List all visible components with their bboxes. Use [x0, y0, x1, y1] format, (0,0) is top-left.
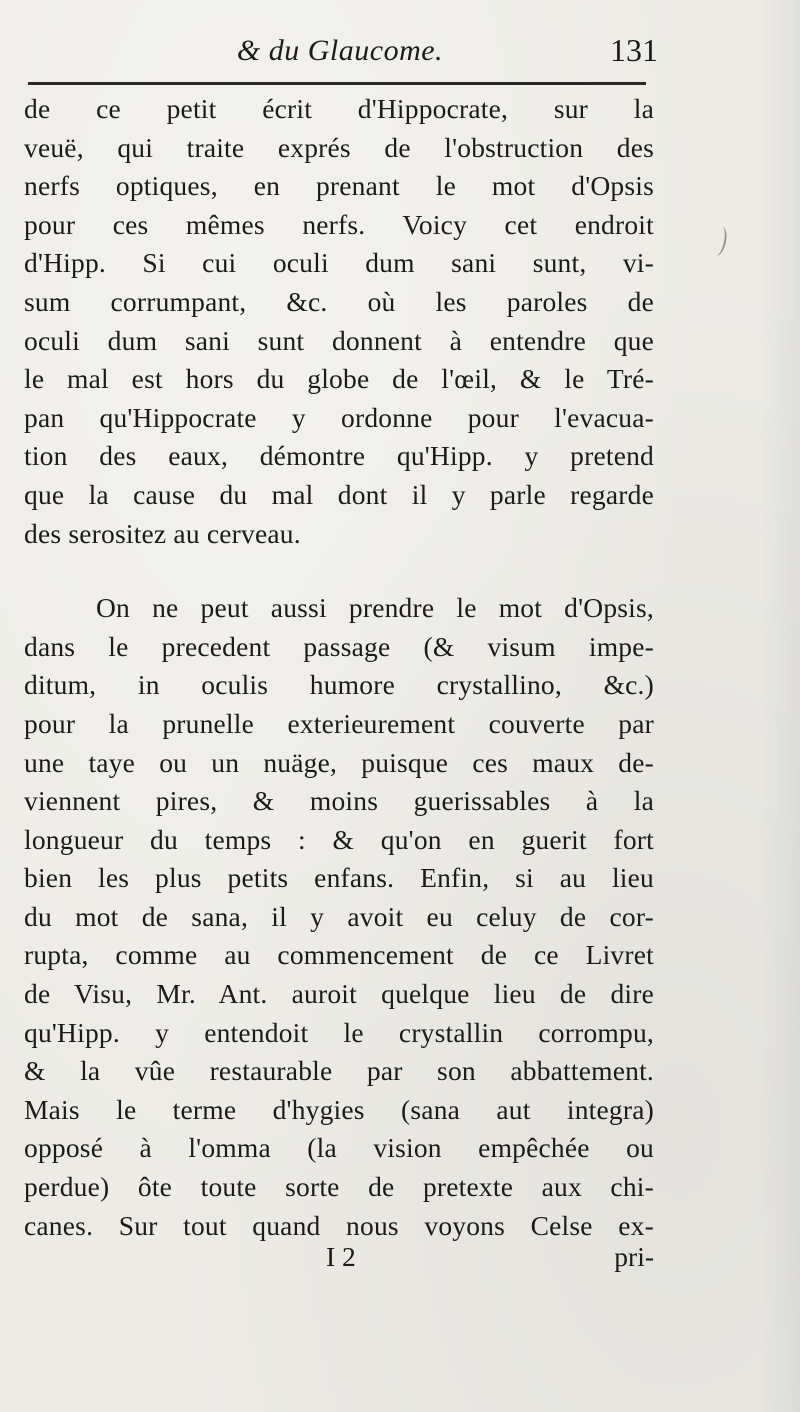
page-number: 131 [610, 32, 658, 68]
paragraph-1 [24, 90, 654, 553]
text-line: Mais le terme d'hygies (sana aut integra) [24, 1093, 654, 1125]
text-line: pan qu'Hippocrate y ordonne pour l'evacua- [24, 401, 654, 433]
signature-mark: I 2 [326, 1241, 356, 1272]
text-line: nerfs optiques, en prenant le mot d'Opsis [24, 170, 654, 202]
text-line: des serositez au cerveau. [24, 517, 301, 549]
text-line: canes. Sur tout quand nous voyons Celse ex- [24, 1209, 654, 1241]
text-line: de Visu, Mr. Ant. auroit quelque lieu de dire [24, 978, 654, 1010]
text-line: longueur du temps : & qu'on en guerit fort [24, 823, 654, 855]
text-line: le mal est hors du globe de l'œil, & le Tré- [24, 363, 654, 395]
text-line: perdue) ôte toute sorte de pretexte aux chi- [24, 1171, 654, 1203]
text-line: On ne peut aussi prendre le mot d'Opsis, [96, 592, 654, 624]
text-line: du mot de sana, il y avoit eu celuy de cor- [24, 900, 654, 932]
running-title: & du Glaucome. [236, 34, 444, 67]
header-rule [28, 82, 646, 85]
text-line: viennent pires, & moins guerissables à la [24, 785, 654, 817]
text-line: veuë, qui traite exprés de l'obstruction des [24, 131, 654, 163]
text-line: que la cause du mal dont il y parle regarde [24, 478, 654, 510]
text-line: rupta, comme au commencement de ce Livret [24, 939, 654, 971]
text-line: qu'Hipp. y entendoit le crystallin corrompu, [24, 1016, 654, 1048]
catchword: pri- [614, 1241, 654, 1272]
text-line: de ce petit écrit d'Hippocrate, sur la [24, 93, 654, 124]
text-line: tion des eaux, démontre qu'Hipp. y pretend [24, 440, 654, 472]
text-line: d'Hipp. Si cui oculi dum sani sunt, vi- [24, 247, 654, 279]
paragraph-spacer [24, 553, 654, 589]
page-edge-shadow [760, 0, 800, 1412]
body-text [24, 90, 654, 1245]
page-footer [24, 1241, 654, 1281]
text-line: pour la prunelle exterieurement couverte par [24, 707, 654, 739]
text-line: opposé à l'omma (la vision empêchée ou [24, 1132, 654, 1164]
page-header [22, 26, 658, 82]
text-line: sum corrumpant, &c. où les paroles de [24, 285, 654, 317]
text-line: dans le precedent passage (& visum impe- [24, 630, 654, 662]
text-line: bien les plus petits enfans. Enfin, si au lieu [24, 862, 654, 894]
text-line: une taye ou un nuäge, puisque ces maux de- [24, 746, 654, 778]
text-line: pour ces mêmes nerfs. Voicy cet endroit [24, 208, 654, 240]
text-line: oculi dum sani sunt donnent à entendre que [24, 324, 654, 356]
margin-mark [709, 225, 729, 257]
text-line: ditum, in oculis humore crystallino, &c.) [24, 669, 654, 701]
text-line: & la vûe restaurable par son abbattement. [24, 1055, 654, 1087]
paragraph-2 [24, 589, 654, 1245]
